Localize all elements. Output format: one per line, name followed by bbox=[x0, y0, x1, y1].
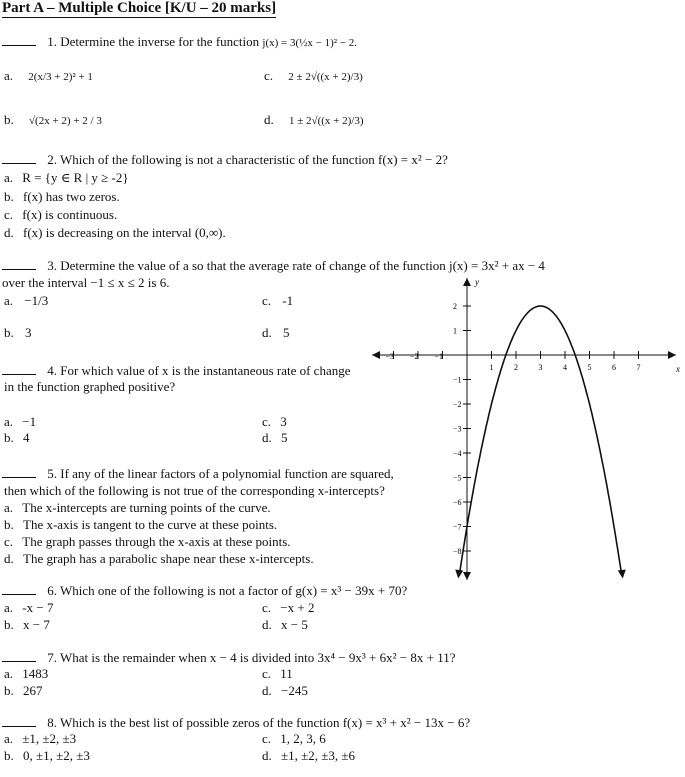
option-6b[interactable]: b. x − 7 bbox=[4, 617, 50, 632]
parabola-curve bbox=[459, 306, 622, 576]
y-tick-label: −2 bbox=[453, 400, 462, 409]
question-3-continued: over the interval −1 ≤ x ≤ 2 is 6. bbox=[2, 275, 170, 290]
y-tick-label: −3 bbox=[453, 424, 462, 434]
question-text: Determine the value of a so that the average rate of change of the function j(x) = 3x² + ax − 4 bbox=[60, 258, 545, 273]
option-8c[interactable]: c. 1, 2, 3, 6 bbox=[262, 731, 326, 746]
x-tick-label: 7 bbox=[636, 363, 641, 372]
x-tick-label: 4 bbox=[563, 363, 567, 372]
option-7b[interactable]: b. 267 bbox=[4, 683, 43, 698]
question-6: 6. Which one of the following is not a factor of g(x) = x³ − 39x + 70? bbox=[2, 583, 407, 599]
question-7: 7. What is the remainder when x − 4 is divided into 3x⁴ − 9x³ + 6x² − 8x + 11? bbox=[2, 650, 455, 666]
y-tick-label: −4 bbox=[453, 449, 462, 458]
question-4-continued: in the function graphed positive? bbox=[4, 379, 176, 394]
x-tick-label: −2 bbox=[410, 352, 419, 361]
question-5-continued: then which of the following is not true of the corresponding x-intercepts? bbox=[4, 483, 385, 498]
question-function: j(x) = 3(½x − 1)² − 2. bbox=[262, 37, 358, 49]
option-1c[interactable]: c. 2 ± 2√((x + 2)/3) bbox=[264, 68, 363, 83]
option-5d[interactable]: d. The graph has a parabolic shape near these x-intercepts. bbox=[4, 551, 314, 566]
y-axis-up-arrow bbox=[463, 278, 471, 286]
option-6d[interactable]: d. x − 5 bbox=[262, 617, 308, 632]
y-tick-label: 1 bbox=[453, 326, 457, 336]
option-5b[interactable]: b. The x-axis is tangent to the curve at these points. bbox=[4, 517, 278, 532]
option-2d[interactable]: d. f(x) is decreasing on the interval (0,∞). bbox=[4, 225, 226, 240]
question-text: Which one of the following is not a factor of g(x) = x³ − 39x + 70? bbox=[60, 583, 408, 598]
section-header: Part A – Multiple Choice [K/U – 20 marks] bbox=[2, 0, 277, 16]
option-5a[interactable]: a. The x-intercepts are turning points of the curve. bbox=[4, 500, 271, 515]
option-8b[interactable]: b. 0, ±1, ±2, ±3 bbox=[4, 748, 90, 763]
option-3b[interactable]: b. 3 bbox=[4, 325, 32, 340]
option-8a[interactable]: a. ±1, ±2, ±3 bbox=[4, 731, 77, 746]
question-text: Determine the inverse for the function bbox=[60, 34, 260, 49]
y-tick-label: −6 bbox=[453, 498, 462, 507]
x-tick-label: −1 bbox=[434, 352, 444, 361]
option-3d[interactable]: d. 5 bbox=[262, 325, 290, 340]
option-4a[interactable]: a. −1 bbox=[4, 414, 37, 429]
question-number: 1. bbox=[47, 34, 57, 49]
question-text: If any of the linear factors of a polynomial function are squared, bbox=[60, 466, 394, 481]
option-8d[interactable]: d. ±1, ±2, ±3, ±6 bbox=[262, 748, 356, 763]
y-axis-label: y bbox=[475, 277, 479, 287]
question-text: What is the remainder when x − 4 is divided into 3x⁴ − 9x³ + 6x² − 8x + 11? bbox=[60, 650, 456, 665]
y-tick-label: −8 bbox=[453, 547, 462, 556]
y-tick-label: −5 bbox=[453, 473, 462, 483]
y-tick-label: −7 bbox=[453, 522, 462, 532]
option-7c[interactable]: c. 11 bbox=[262, 666, 293, 681]
y-tick-label: 2 bbox=[453, 302, 457, 311]
x-axis-right-arrow bbox=[668, 351, 676, 359]
question-3: 3. Determine the value of a so that the average rate of change of the function j(x) = 3x² + ax − 4 bbox=[2, 258, 545, 274]
question-text: Which is the best list of possible zeros of the function f(x) = x³ + x² − 13x − 6? bbox=[60, 715, 471, 730]
option-1a[interactable]: a. 2(x/3 + 2)² + 1 bbox=[4, 68, 93, 83]
option-7a[interactable]: a. 1483 bbox=[4, 666, 49, 681]
option-2b[interactable]: b. f(x) has two zeros. bbox=[4, 189, 120, 204]
option-4d[interactable]: d. 5 bbox=[262, 430, 288, 445]
option-4b[interactable]: b. 4 bbox=[4, 430, 30, 445]
option-3c[interactable]: c. -1 bbox=[262, 293, 294, 308]
question-8: 8. Which is the best list of possible zeros of the function f(x) = x³ + x² − 13x − 6? bbox=[2, 715, 470, 731]
option-6c[interactable]: c. −x + 2 bbox=[262, 600, 315, 615]
option-6a[interactable]: a. -x − 7 bbox=[4, 600, 54, 615]
option-1b[interactable]: b. √(2x + 2) + 2 / 3 bbox=[4, 112, 102, 127]
option-7d[interactable]: d. −245 bbox=[262, 683, 308, 698]
x-tick-label: −3 bbox=[385, 352, 395, 361]
x-tick-label: 5 bbox=[587, 363, 592, 372]
x-axis-label: x bbox=[676, 364, 680, 374]
question-5: 5. If any of the linear factors of a polynomial function are squared, bbox=[2, 466, 394, 482]
question-2: 2. Which of the following is not a characteristic of the function f(x) = x² − 2? bbox=[2, 152, 448, 168]
x-tick-label: 2 bbox=[514, 363, 518, 372]
x-axis-left-arrow bbox=[372, 351, 380, 359]
option-2c[interactable]: c. f(x) is continuous. bbox=[4, 207, 118, 222]
option-2a[interactable]: a. R = {y ∈ R | y ≥ -2} bbox=[4, 170, 129, 185]
option-3a[interactable]: a. −1/3 bbox=[4, 293, 49, 308]
question-text: Which of the following is not a characteristic of the function f(x) = x² − 2? bbox=[60, 152, 448, 167]
curve-left-arrow bbox=[455, 570, 463, 579]
curve-right-arrow bbox=[618, 570, 626, 579]
option-5c[interactable]: c. The graph passes through the x-axis at these points. bbox=[4, 534, 291, 549]
y-axis-down-arrow bbox=[463, 572, 471, 580]
question-text: For which value of x is the instantaneous rate of change bbox=[60, 363, 351, 378]
x-tick-label: 3 bbox=[538, 363, 543, 372]
x-tick-label: 1 bbox=[489, 363, 494, 372]
question-4: 4. For which value of x is the instantaneous rate of change bbox=[2, 363, 351, 379]
option-4c[interactable]: c. 3 bbox=[262, 414, 287, 429]
option-1d[interactable]: d. 1 ± 2√((x + 2)/3) bbox=[264, 112, 364, 127]
x-tick-label: 6 bbox=[612, 363, 616, 372]
y-tick-label: −1 bbox=[453, 375, 462, 385]
